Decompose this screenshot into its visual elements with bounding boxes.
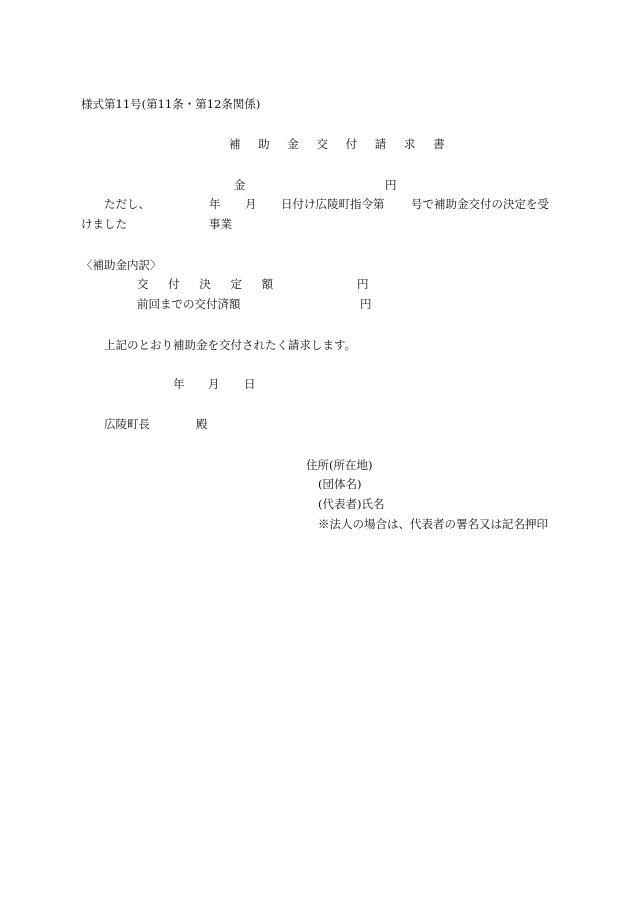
applicant-organization: (団体名) xyxy=(318,477,362,491)
applicant-representative: (代表者)氏名 xyxy=(318,497,385,511)
breakdown-row-label: 前回までの交付済額 xyxy=(137,297,241,311)
breakdown-row-unit: 円 xyxy=(357,277,369,291)
document-title: 補 助 金 交 付 請 求 書 xyxy=(229,137,452,151)
proviso-line2-start: けました xyxy=(81,217,127,231)
amount-prefix: 金 xyxy=(234,178,246,192)
form-number: 様式第11号(第11条・第12条関係) xyxy=(81,97,261,111)
request-statement: 上記のとおり補助金を交付されたく請求します。 xyxy=(104,338,357,352)
proviso-date-ref: 日付け広陵町指令第 xyxy=(281,197,385,211)
proviso-year: 年 xyxy=(209,197,221,211)
proviso-number-tail: 号で補助金交付の決定を受 xyxy=(411,197,549,211)
recipient-honorific: 殿 xyxy=(196,417,208,431)
proviso-lead: ただし、 xyxy=(104,197,150,211)
breakdown-row-unit: 円 xyxy=(360,297,372,311)
breakdown-row-label: 交 付 決 定 額 xyxy=(137,277,282,291)
applicant-note: ※法人の場合は、代表者の署名又は記名押印 xyxy=(318,517,548,531)
date-year: 年 xyxy=(173,377,185,391)
proviso-month: 月 xyxy=(245,197,257,211)
applicant-address: 住所(所在地) xyxy=(306,458,373,472)
recipient-name: 広陵町長 xyxy=(104,417,150,431)
amount-unit: 円 xyxy=(385,178,397,192)
breakdown-heading: 〈補助金内訳〉 xyxy=(81,258,162,272)
date-month: 月 xyxy=(208,377,220,391)
proviso-project: 事業 xyxy=(209,217,232,231)
date-day: 日 xyxy=(244,377,256,391)
